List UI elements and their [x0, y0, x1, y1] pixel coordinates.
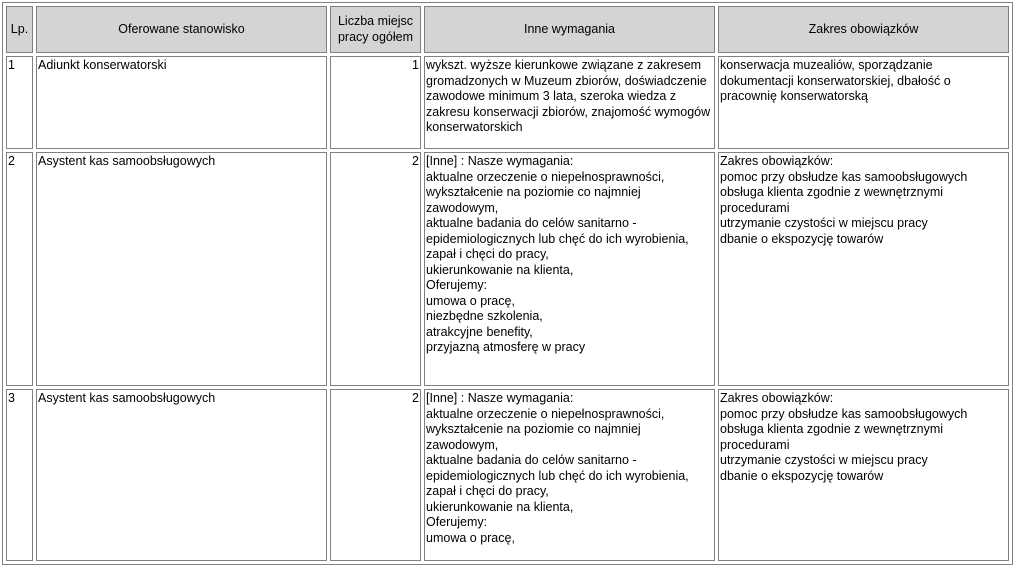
cell-count: 1	[330, 56, 421, 149]
table-row	[6, 152, 1009, 386]
cell-duties: konserwacja muzealiów, sporządzanie dokumentacji konserwatorskiej, dbałość o pracownię konserwatorską	[718, 56, 1009, 149]
header-position: Oferowane stanowisko	[36, 6, 327, 53]
cell-position: Adiunkt konserwatorski	[36, 56, 327, 149]
cell-lp: 1	[6, 56, 33, 149]
cell-position: Asystent kas samoobsługowych	[36, 389, 327, 561]
cell-position: Asystent kas samoobsługowych	[36, 152, 327, 386]
table-header-row	[6, 6, 1009, 53]
table-row	[6, 389, 1009, 561]
cell-count: 2	[330, 389, 421, 561]
cell-count: 2	[330, 152, 421, 386]
cell-requirements: [Inne] : Nasze wymagania: aktualne orzeczenie o niepełnosprawności, wykształcenie na poziomie co najmniej zawodowym, aktualne badania do celów sanitarno - epidemiologicznych lub chęć do ich wyrobienia, zapał i chęci do pracy, ukierunkowanie na klienta, Oferujemy: umowa o pracę,	[424, 389, 715, 561]
header-lp: Lp.	[6, 6, 33, 53]
cell-lp: 3	[6, 389, 33, 561]
header-count: Liczba miejsc pracy ogółem	[330, 6, 421, 53]
cell-duties: Zakres obowiązków: pomoc przy obsłudze kas samoobsługowych obsługa klienta zgodnie z wewnętrznymi procedurami utrzymanie czystości w miejscu pracy dbanie o ekspozycję towarów	[718, 152, 1009, 386]
cell-lp: 2	[6, 152, 33, 386]
cell-requirements: [Inne] : Nasze wymagania: aktualne orzeczenie o niepełnosprawności, wykształcenie na poziomie co najmniej zawodowym, aktualne badania do celów sanitarno - epidemiologicznych lub chęć do ich wyrobienia, zapał i chęci do pracy, ukierunkowanie na klienta, Oferujemy: umowa o pracę, niezbędne szkolenia, atrakcyjne benefity, przyjazną atmosferę w pracy	[424, 152, 715, 386]
header-requirements: Inne wymagania	[424, 6, 715, 53]
job-offers-table	[2, 2, 1013, 565]
table-row	[6, 56, 1009, 149]
cell-requirements: wykszt. wyższe kierunkowe związane z zakresem gromadzonych w Muzeum zbiorów, doświadczenie zawodowe minimum 3 lata, szeroka wiedza z zakresu konserwacji zbiorów, znajomość wymogów konserwatorskich	[424, 56, 715, 149]
cell-duties: Zakres obowiązków: pomoc przy obsłudze kas samoobsługowych obsługa klienta zgodnie z wewnętrznymi procedurami utrzymanie czystości w miejscu pracy dbanie o ekspozycję towarów	[718, 389, 1009, 561]
header-duties: Zakres obowiązków	[718, 6, 1009, 53]
